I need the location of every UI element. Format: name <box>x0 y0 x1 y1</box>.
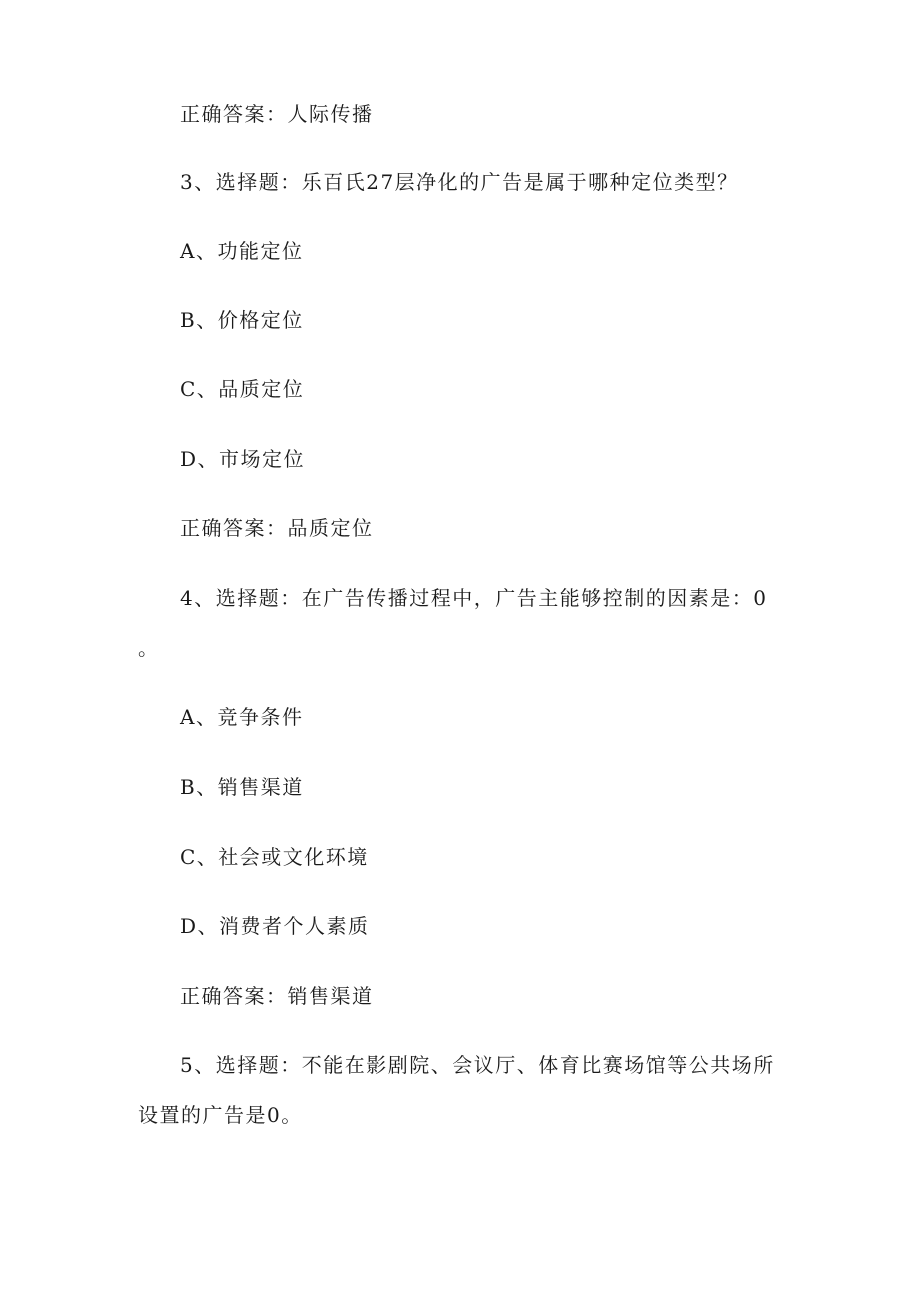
question-3-option-d: D、市场定位 <box>180 447 306 471</box>
question-4-answer: 正确答案：销售渠道 <box>180 984 374 1008</box>
question-4-option-a: A、竞争条件 <box>180 705 304 729</box>
question-4-option-c: C、社会或文化环境 <box>180 845 369 869</box>
question-5-text-line1: 5、选择题：不能在影剧院、会议厅、体育比赛场馆等公共场所 <box>180 1053 775 1077</box>
question-3-text: 3、选择题：乐百氏27层净化的广告是属于哪种定位类型？ <box>180 170 739 194</box>
question-3-answer: 正确答案：品质定位 <box>180 516 374 540</box>
question-4-text-line2: 。 <box>138 636 160 660</box>
question-3-option-c: C、品质定位 <box>180 377 305 401</box>
question-3-option-a: A、功能定位 <box>180 239 304 263</box>
question-4-text-line1: 4、选择题：在广告传播过程中，广告主能够控制的因素是：0 <box>180 586 768 610</box>
question-3-option-b: B、价格定位 <box>180 308 304 332</box>
previous-answer: 正确答案：人际传播 <box>180 102 374 126</box>
question-4-option-d: D、消费者个人素质 <box>180 914 370 938</box>
question-4-option-b: B、销售渠道 <box>180 775 304 799</box>
question-5-text-line2: 设置的广告是0。 <box>138 1103 303 1127</box>
